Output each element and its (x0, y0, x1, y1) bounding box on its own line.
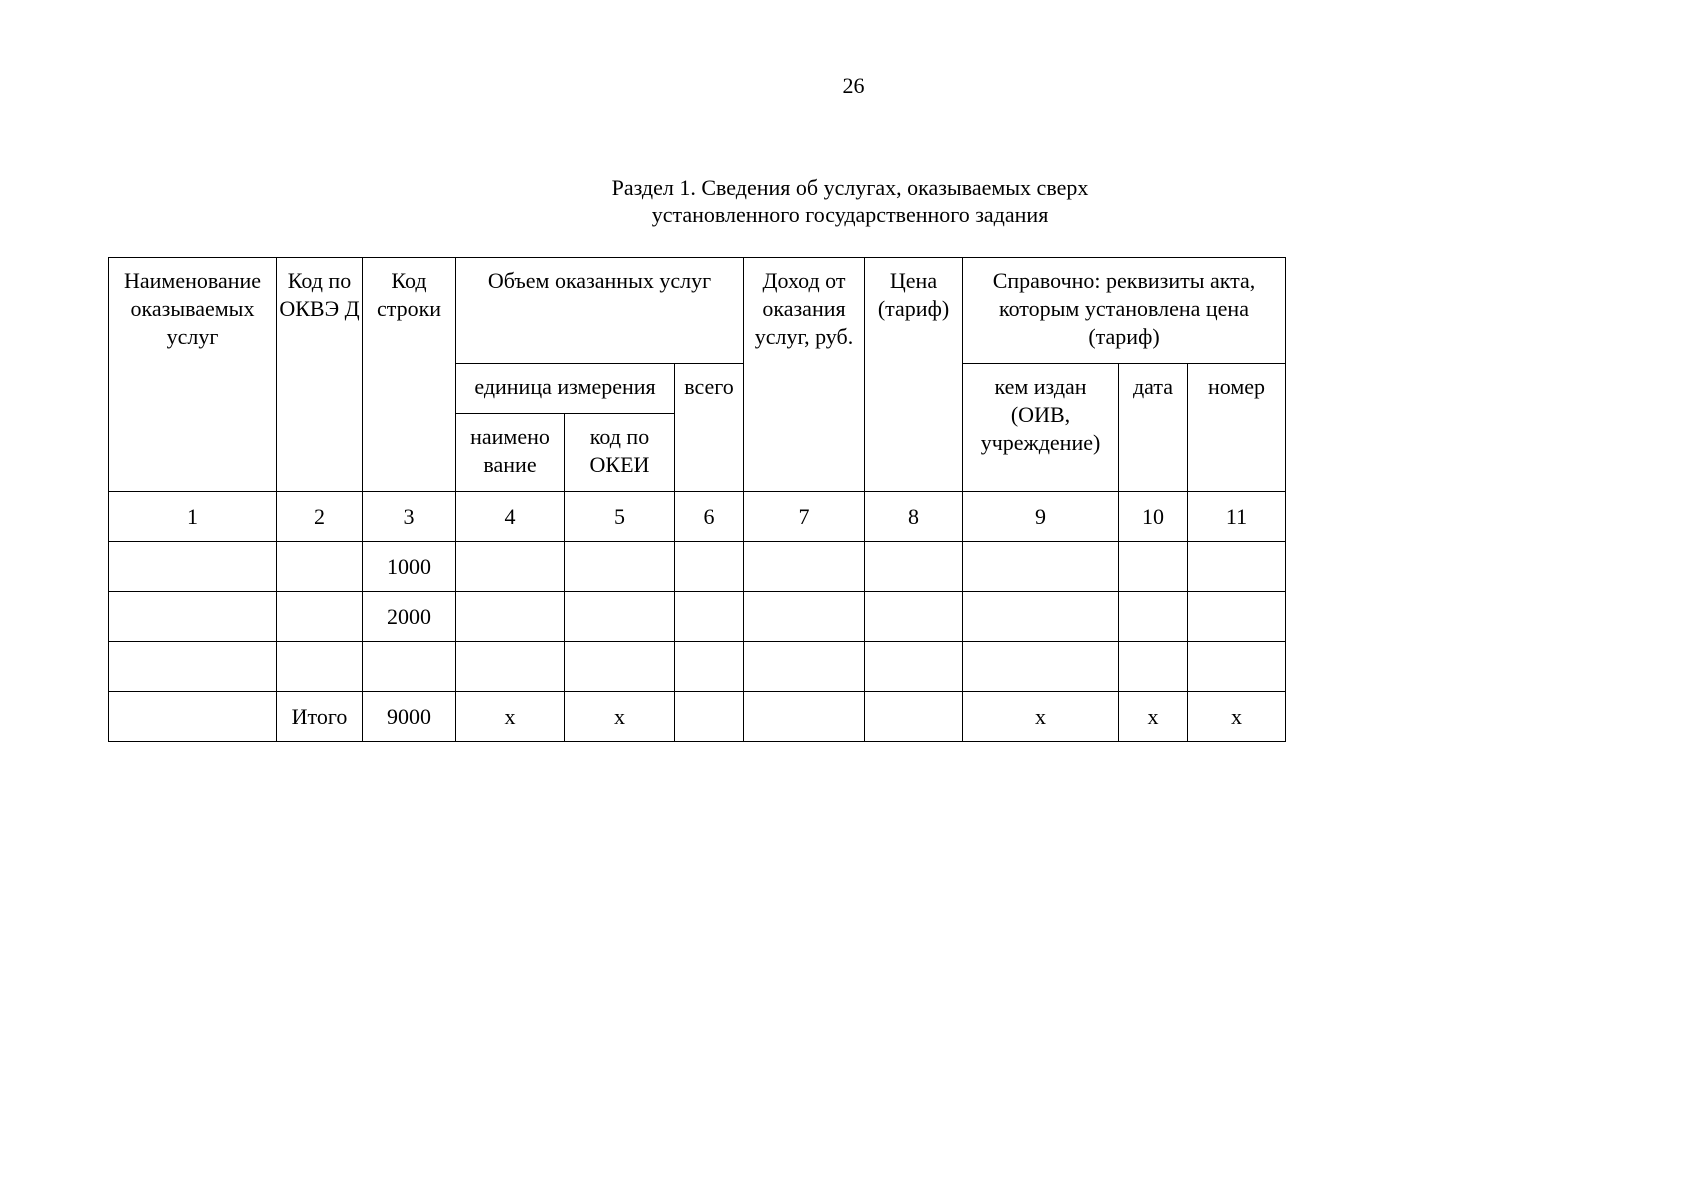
table-cell (1119, 542, 1188, 592)
header-reference: Справочно: реквизиты акта, которым установлена цена (тариф) (963, 258, 1286, 364)
table-cell: х (1119, 692, 1188, 742)
total-row (109, 692, 1286, 742)
column-number: 5 (565, 492, 675, 542)
column-number: 9 (963, 492, 1119, 542)
table-cell (363, 642, 456, 692)
header-volume: Объем оказанных услуг (456, 258, 744, 364)
table-cell (675, 692, 744, 742)
header-row-code: Код строки (363, 258, 456, 492)
header-service-name: Наименование оказываемых услуг (109, 258, 277, 492)
table-cell (109, 542, 277, 592)
table-cell (865, 692, 963, 742)
column-number: 3 (363, 492, 456, 542)
table-cell (456, 592, 565, 642)
services-table (108, 257, 1286, 742)
header-issued-by: кем издан (ОИВ, учреждение) (963, 364, 1119, 492)
table-cell (963, 592, 1119, 642)
table-cell (865, 642, 963, 692)
table-cell (963, 542, 1119, 592)
table-cell (865, 592, 963, 642)
table-cell: 2000 (363, 592, 456, 642)
table-cell: 1000 (363, 542, 456, 592)
column-number: 11 (1188, 492, 1286, 542)
table-cell (1119, 592, 1188, 642)
column-number: 6 (675, 492, 744, 542)
table-cell (963, 642, 1119, 692)
header-unit: единица измерения (456, 364, 675, 414)
table-cell (1119, 642, 1188, 692)
section-title-line-1: Раздел 1. Сведения об услугах, оказываемых сверх (611, 175, 1089, 200)
table-cell (565, 542, 675, 592)
table-cell (744, 642, 865, 692)
header-row-1 (109, 258, 1286, 364)
table-cell (456, 642, 565, 692)
table-row (109, 592, 1286, 642)
header-okei-code: код по ОКЕИ (565, 414, 675, 492)
table-cell (1188, 542, 1286, 592)
table-cell (744, 542, 865, 592)
table-cell: х (1188, 692, 1286, 742)
column-number: 4 (456, 492, 565, 542)
table-cell (675, 542, 744, 592)
header-unit-name: наимено вание (456, 414, 565, 492)
column-number: 1 (109, 492, 277, 542)
table-cell (565, 592, 675, 642)
column-number: 7 (744, 492, 865, 542)
table-cell: х (963, 692, 1119, 742)
table-cell (109, 592, 277, 642)
table-cell (277, 642, 363, 692)
table-cell (744, 692, 865, 742)
header-price: Цена (тариф) (865, 258, 963, 492)
section-title-line-2: установленного государственного задания (651, 202, 1049, 227)
header-income: Доход от оказания услуг, руб. (744, 258, 865, 492)
column-number: 8 (865, 492, 963, 542)
column-number: 10 (1119, 492, 1188, 542)
table-cell (277, 592, 363, 642)
table-cell (675, 592, 744, 642)
table-cell (456, 542, 565, 592)
table-cell (109, 692, 277, 742)
table-row (109, 642, 1286, 692)
column-number: 2 (277, 492, 363, 542)
table-cell: х (456, 692, 565, 742)
header-total: всего (675, 364, 744, 492)
table-cell (1188, 642, 1286, 692)
column-number-row (109, 492, 1286, 542)
page-number: 26 (842, 73, 865, 98)
table-cell: х (565, 692, 675, 742)
header-okved-code: Код по ОКВЭ Д (277, 258, 363, 492)
table-cell (1188, 592, 1286, 642)
total-label: Итого (277, 692, 363, 742)
table-cell (675, 642, 744, 692)
table-cell (565, 642, 675, 692)
section-title (500, 174, 1200, 228)
table-cell (744, 592, 865, 642)
header-date: дата (1119, 364, 1188, 492)
table-cell (277, 542, 363, 592)
table-cell: 9000 (363, 692, 456, 742)
table-cell (109, 642, 277, 692)
table-cell (865, 542, 963, 592)
table-row (109, 542, 1286, 592)
header-number: номер (1188, 364, 1286, 492)
